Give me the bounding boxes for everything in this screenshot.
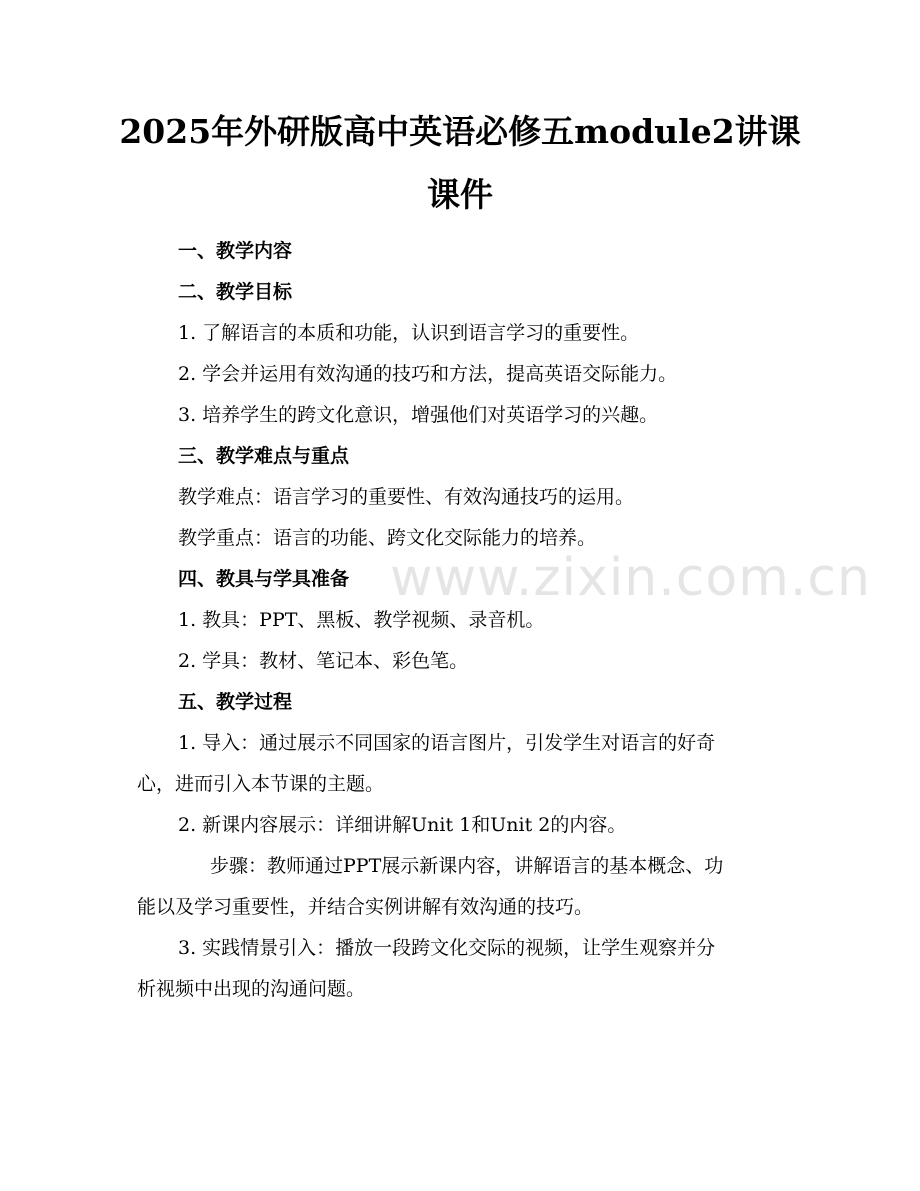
- section-heading-content: 一、教学内容: [178, 240, 293, 262]
- tool-item: 2. 学具：教材、笔记本、彩色笔。: [178, 650, 469, 672]
- process-step-line: 能以及学习重要性，并结合实例讲解有效沟通的技巧。: [137, 896, 594, 918]
- section-heading-objectives: 二、教学目标: [178, 281, 293, 303]
- process-item-line: 心，进而引入本节课的主题。: [137, 773, 385, 795]
- tool-item: 1. 教具：PPT、黑板、教学视频、录音机。: [178, 609, 545, 631]
- section-heading-tools: 四、教具与学具准备: [178, 568, 350, 590]
- watermark: www.zixin.com.cn: [390, 548, 871, 608]
- teaching-difficulty: 教学难点：语言学习的重要性、有效沟通技巧的运用。: [178, 486, 635, 508]
- process-item-line: 2. 新课内容展示：详细讲解Unit 1和Unit 2的内容。: [178, 814, 627, 836]
- process-item-line: 1. 导入：通过展示不同国家的语言图片，引发学生对语言的好奇: [178, 732, 716, 754]
- section-heading-difficulties: 三、教学难点与重点: [178, 445, 350, 467]
- objective-item: 1. 了解语言的本质和功能，认识到语言学习的重要性。: [178, 322, 640, 344]
- document-title-line-2: 课件: [427, 175, 493, 214]
- objective-item: 3. 培养学生的跨文化意识，增强他们对英语学习的兴趣。: [178, 404, 659, 426]
- process-item-line: 析视频中出现的沟通问题。: [137, 978, 366, 1000]
- process-item-line: 3. 实践情景引入：播放一段跨文化交际的视频，让学生观察并分: [178, 937, 716, 959]
- section-heading-process: 五、教学过程: [178, 691, 293, 713]
- teaching-key-points: 教学重点：语言的功能、跨文化交际能力的培养。: [178, 527, 597, 549]
- objective-item: 2. 学会并运用有效沟通的技巧和方法，提高英语交际能力。: [178, 363, 678, 385]
- document-title-line-1: 2025年外研版高中英语必修五module2讲课: [119, 112, 801, 151]
- process-step-line: 步骤：教师通过PPT展示新课内容，讲解语言的基本概念、功: [210, 855, 724, 877]
